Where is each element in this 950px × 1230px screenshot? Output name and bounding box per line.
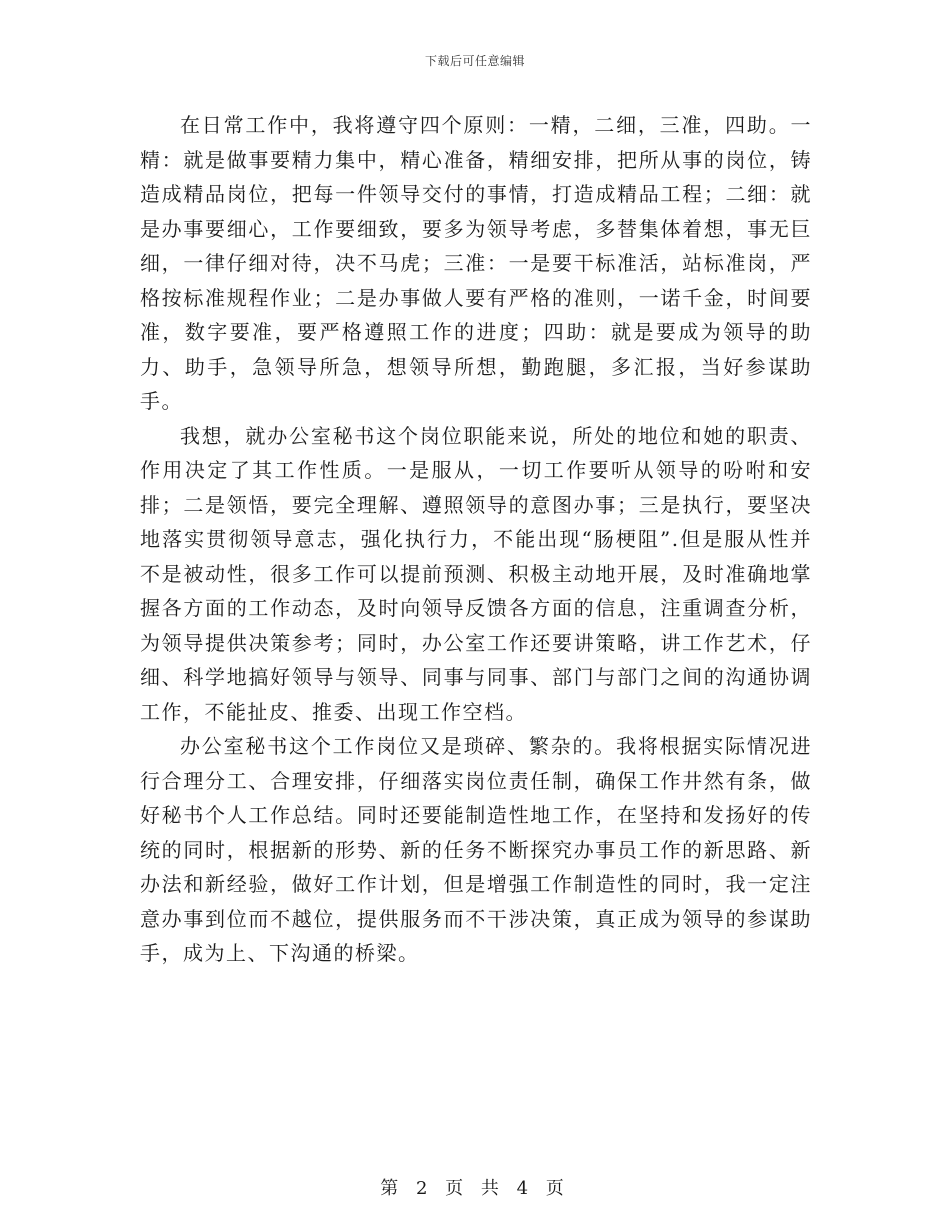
paragraph-principles: 在日常工作中，我将遵守四个原则：一精，二细，三准，四助。一精：就是做事要精力集中，精心准备，精细安排，把所从事的岗位，铸造成精品岗位，把每一件领导交付的事情，打造成精品工程；二细：就是办事要细心，工作要细致，要多为领导考虑，多替集体着想，事无巨细，一律仔细对待，决不马虎；三准：一是要干标准活，站标准岗，严格按标准规程作业；二是办事做人要有严格的准则，一诺千金，时间要准，数字要准，要严格遵照工作的进度；四助：就是要成为领导的助力、助手，急领导所急，想领导所想，勤跑腿，多汇报，当好参谋助手。: [140, 113, 812, 413]
paragraph-work-plan: 办公室秘书这个工作岗位又是琐碎、繁杂的。我将根据实际情况进行合理分工、合理安排，仔细落实岗位责任制，确保工作井然有条，做好秘书个人工作总结。同时还要能制造性地工作，在坚持和发扬好的传统的同时，根据新的形势、新的任务不断探究办事员工作的新思路、新办法和新经验，做好工作计划，但是增强工作制造性的同时，我一定注意办事到位而不越位，提供服务而不干涉决策，真正成为领导的参谋助手，成为上、下沟通的桥梁。: [140, 734, 812, 965]
paragraph-job-nature: 我想，就办公室秘书这个岗位职能来说，所处的地位和她的职责、作用决定了其工作性质。一是服从，一切工作要听从领导的吩咐和安排；二是领悟，要完全理解、遵照领导的意图办事；三是执行，要坚决地落实贯彻领导意志，强化执行力，不能出现“肠梗阻”.但是服从性并不是被动性，很多工作可以提前预测、积极主动地开展，及时准确地掌握各方面的工作动态，及时向领导反馈各方面的信息，注重调查分析，为领导提供决策参考；同时，办公室工作还要讲策略，讲工作艺术，仔细、科学地搞好领导与领导、同事与同事、部门与部门之间的沟通协调工作，不能扯皮、推委、出现工作空档。: [140, 423, 812, 724]
page-number: 第 2 页 共 4 页: [380, 1178, 570, 1199]
page-header-note: 下载后可任意编辑: [424, 54, 525, 68]
document-body: [140, 108, 812, 971]
